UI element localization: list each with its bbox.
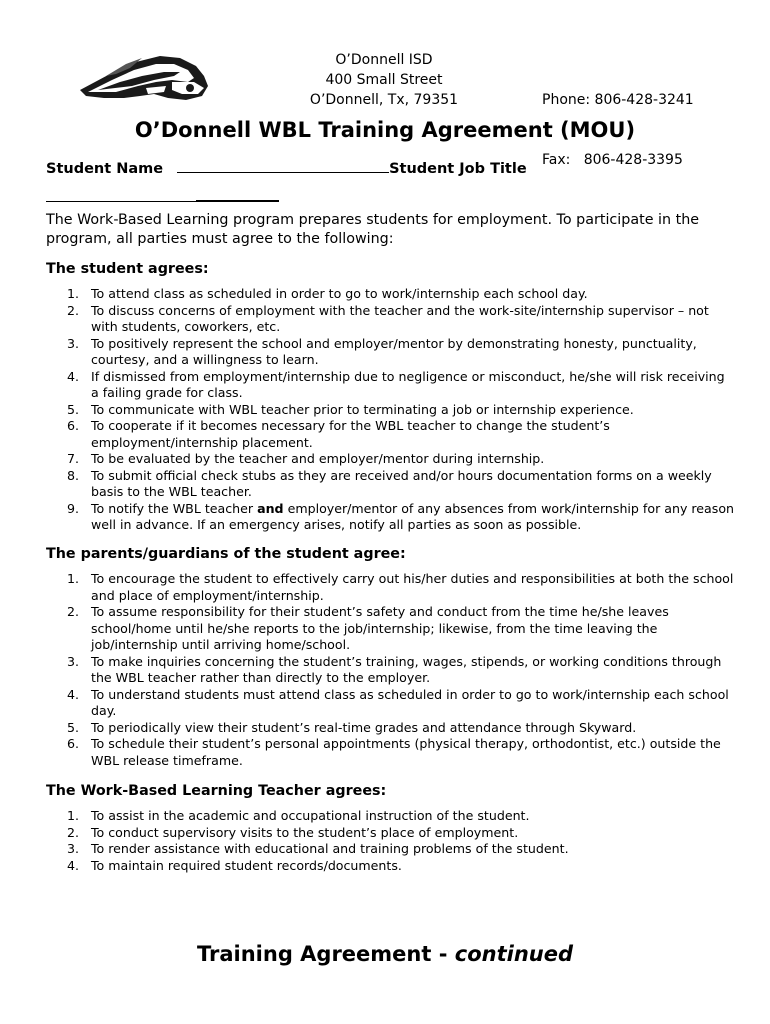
student-name-field[interactable] xyxy=(177,158,389,173)
list-item xyxy=(67,286,736,303)
school-address xyxy=(284,50,484,110)
parent-section-heading: The parents/guardians of the student agree: xyxy=(46,546,406,562)
list-item xyxy=(67,335,736,369)
list-item-number: 4. xyxy=(67,686,80,702)
address-line: O’Donnell ISD xyxy=(335,52,433,68)
list-item xyxy=(67,736,736,769)
list-item-number: 3. xyxy=(67,841,80,856)
student-section-heading: The student agrees: xyxy=(46,261,209,277)
list-item-text: To discuss concerns of employment with the teacher and the work-site/internship supervisor – not with students, coworkers, etc. xyxy=(91,302,709,334)
list-item-number: 6. xyxy=(67,736,80,751)
list-item-text: To encourage the student to effectively carry out his/her duties and responsibilities at both the school and place of employment/internship. xyxy=(91,571,734,603)
fax-number: Fax: 806-428-3395 xyxy=(542,152,683,168)
document-title: O’Donnell WBL Training Agreement (MOU) xyxy=(134,118,636,142)
list-item xyxy=(67,368,736,402)
list-item-number: 4. xyxy=(67,368,80,384)
list-item-text: To communicate with WBL teacher prior to terminating a job or internship experience. xyxy=(91,401,634,417)
list-item-number: 3. xyxy=(67,653,80,669)
list-item-number: 2. xyxy=(67,302,80,318)
list-item xyxy=(67,401,736,419)
list-item-text: To positively represent the school and employer/mentor by demonstrating honesty, punctuality, courtesy, and a willingness to learn. xyxy=(91,335,697,367)
list-item-number: 2. xyxy=(67,824,80,840)
list-item xyxy=(67,604,736,654)
list-item-text: If dismissed from employment/internship due to negligence or misconduct, he/she will risk receiving a failing grade for class. xyxy=(91,368,725,400)
list-item-number: 5. xyxy=(67,401,80,417)
student-name-label: Student Name xyxy=(46,161,164,177)
list-item-text: To cooperate if it becomes necessary for the WBL teacher to change the student’s employment/internship placement. xyxy=(91,418,610,450)
list-item-text: To attend class as scheduled in order to go to work/internship each school day. xyxy=(91,286,588,301)
list-item-text: To notify the WBL teacher and employer/mentor of any absences from work/internship for any reason well in advance. If an emergency arises, notify all parties as soon as possible. xyxy=(91,500,735,532)
school-mascot-logo xyxy=(76,52,214,104)
list-item xyxy=(67,653,736,687)
list-item xyxy=(67,571,736,604)
list-item-number: 3. xyxy=(67,335,80,351)
list-item-number: 1. xyxy=(67,286,80,301)
list-item xyxy=(67,418,736,451)
list-item-number: 1. xyxy=(67,808,80,823)
list-item-text: To periodically view their student’s real-time grades and attendance through Skyward. xyxy=(91,719,637,735)
list-item-number: 2. xyxy=(67,604,80,619)
list-item-text: To assume responsibility for their student’s safety and conduct from the time he/she leaves school/home until he/she reports to the job/internship; likewise, from the time leaving the job/internship until arriving home/school. xyxy=(91,604,669,652)
address-line: O’Donnell, Tx, 79351 xyxy=(309,92,459,108)
list-item-text: To maintain required student records/documents. xyxy=(91,857,402,873)
teacher-section-heading: The Work-Based Learning Teacher agrees: xyxy=(46,783,387,799)
list-item-text: To understand students must attend class as scheduled in order to go to work/internship each school day. xyxy=(91,686,729,718)
parent-agreement-list xyxy=(46,571,736,769)
list-item xyxy=(67,500,736,534)
phone-number: Phone: 806-428-3241 xyxy=(542,92,694,108)
list-item xyxy=(67,467,736,501)
continued-title xyxy=(0,942,770,966)
list-item xyxy=(67,719,736,737)
list-item-number: 5. xyxy=(67,719,80,735)
list-item xyxy=(67,808,736,825)
list-item-text: To make inquiries concerning the student’s training, wages, stipends, or working conditions through the WBL teacher rather than directly to the employer. xyxy=(91,653,722,685)
intro-paragraph: The Work-Based Learning program prepares students for employment. To participate in the program, all parties must agree to the following: xyxy=(46,212,700,247)
list-item-text: To render assistance with educational and training problems of the student. xyxy=(91,841,569,856)
student-info-row xyxy=(46,158,527,177)
list-item xyxy=(67,451,736,468)
list-item xyxy=(67,686,736,720)
list-item xyxy=(67,841,736,858)
list-item-text: To submit official check stubs as they are received and/or hours documentation forms on a weekly basis to the WBL teacher. xyxy=(91,467,712,499)
list-item-number: 4. xyxy=(67,857,80,873)
list-item-text: To assist in the academic and occupational instruction of the student. xyxy=(91,808,530,823)
continued-title-main: Training Agreement - xyxy=(196,942,455,966)
list-item-number: 7. xyxy=(67,451,80,466)
list-item-number: 9. xyxy=(67,500,80,516)
student-job-title-label: Student Job Title xyxy=(389,161,527,177)
continued-title-italic: continued xyxy=(454,942,573,966)
student-job-title-field[interactable] xyxy=(46,186,279,202)
list-item-text: To be evaluated by the teacher and employer/mentor during internship. xyxy=(91,451,545,466)
list-item-text: To conduct supervisory visits to the student’s place of employment. xyxy=(91,824,519,840)
list-item xyxy=(67,824,736,842)
teacher-agreement-list xyxy=(46,808,736,874)
list-item-number: 8. xyxy=(67,467,80,483)
list-item-text: To schedule their student’s personal appointments (physical therapy, orthodontist, etc.) outside the WBL release timeframe. xyxy=(91,736,721,768)
list-item-number: 6. xyxy=(67,418,80,433)
list-item xyxy=(67,857,736,875)
list-item-number: 1. xyxy=(67,571,80,586)
address-line: 400 Small Street xyxy=(325,72,443,88)
student-agreement-list xyxy=(46,286,736,534)
list-item xyxy=(67,302,736,336)
